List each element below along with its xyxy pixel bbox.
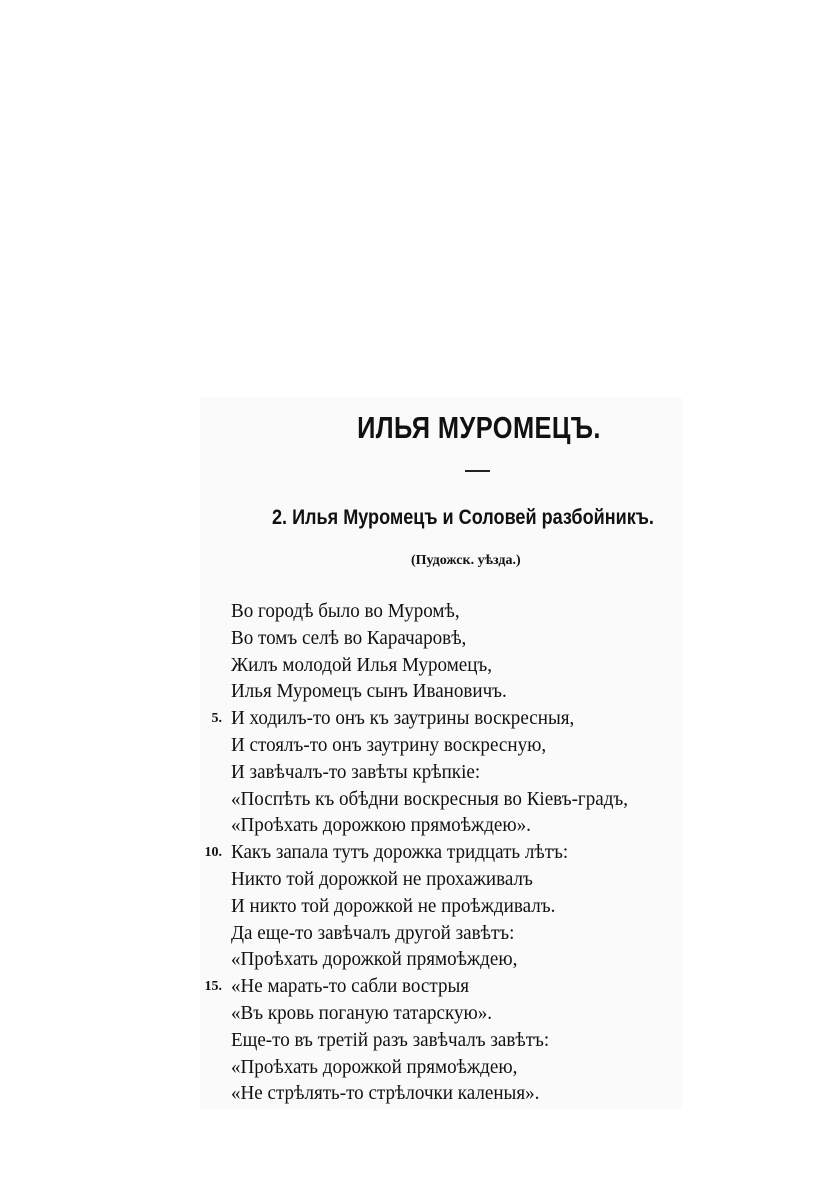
page-title: ИЛЬЯ МУРОМЕЦЪ. (357, 410, 601, 445)
verse-line (0, 973, 840, 1000)
verse-text: Еще-то въ третій разъ завѣчалъ завѣтъ: (231, 1028, 550, 1051)
verse-text: Да еще-то завѣчалъ другой завѣтъ: (231, 921, 515, 944)
verse-line (0, 812, 840, 839)
verse-line (0, 839, 840, 866)
section-subtitle: (Пудожск. уѣзда.) (411, 553, 521, 568)
verse-text: «Проѣхать дорожкою прямоѣждею». (231, 814, 531, 837)
verse-line (0, 652, 840, 679)
verse-line (0, 946, 840, 973)
section-title: 2. Илья Муромецъ и Соловей разбойникъ. (272, 506, 654, 529)
verse-line (0, 786, 840, 813)
verse-line (0, 1054, 840, 1081)
verse-line (0, 732, 840, 759)
verse-text: Жилъ молодой Илья Муромецъ, (231, 653, 493, 676)
verse-number: 5. (211, 711, 222, 727)
verse-text: Во городѣ было во Муромѣ, (231, 600, 460, 622)
verse-text: Никто той дорожкой не прохаживалъ (231, 867, 533, 890)
verse-text: «Проѣхать дорожкой прямоѣждею, (231, 948, 518, 971)
verse-line (0, 678, 840, 705)
verse-text: И стоялъ-то онъ заутрину воскресную, (231, 733, 547, 756)
verse-line (0, 625, 840, 652)
verse-text: «Не стрѣлять-то стрѣлочки каленыя». (231, 1082, 540, 1105)
verse-text: «Поспѣть къ обѣдни воскресныя во Кіевъ-градъ, (231, 787, 629, 810)
verse-line (0, 866, 840, 893)
title-rule (465, 470, 490, 472)
verse-line (0, 1080, 840, 1107)
verse-line (0, 759, 840, 786)
verse-line (0, 705, 840, 732)
verse-line (0, 598, 840, 625)
verse-text: Какъ запала тутъ дорожка тридцать лѣтъ: (231, 841, 569, 864)
verse-text: «Въ кровь поганую татарскую». (231, 1001, 493, 1024)
verse-line (0, 920, 840, 947)
verse-text: «Не марать-то сабли вострыя (231, 975, 470, 998)
verse-number: 15. (204, 979, 222, 995)
verse-text: И завѣчалъ-то завѣты крѣпкіе: (231, 760, 481, 783)
verse-text: И никто той дорожкой не проѣждивалъ. (231, 894, 556, 917)
verse-number: 10. (204, 845, 222, 861)
verse-text: «Проѣхать дорожкой прямоѣждею, (231, 1055, 518, 1078)
verse-line (0, 893, 840, 920)
verse-text: И ходилъ-то онъ къ заутрины воскресныя, (231, 707, 575, 730)
verse-text: Во томъ селѣ во Карачаровѣ, (231, 626, 467, 649)
verse-line (0, 1000, 840, 1027)
verse-line (0, 1027, 840, 1054)
verse-list (0, 598, 840, 1107)
verse-text: Илья Муромецъ сынъ Ивановичъ. (231, 680, 507, 703)
